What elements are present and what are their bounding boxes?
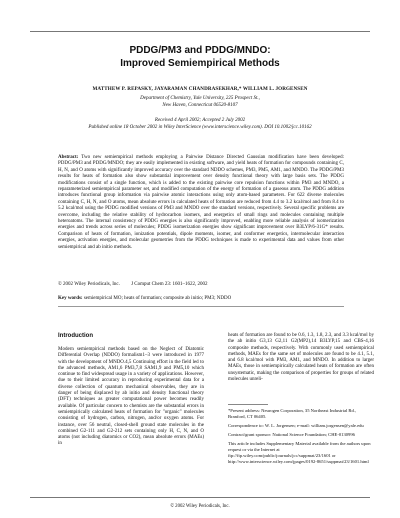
section-rule (58, 306, 344, 307)
author-list: MATTHEW P. REPASKY, JAYARAMAN CHANDRASEKHAR,* WILLIAM L. JORGENSEN (92, 86, 308, 92)
footnote-supplementary: This article includes Supplementary Material available from the authors upon request or via the Internet at ftp://ftp.wiley.com/public/journals/jcc/suppmat/23/1601 or http://www.interscience.wiley.com/jpages/0192-8651/suppmat/23/1601.html (228, 441, 371, 464)
abstract-label: Abstract: (58, 155, 79, 160)
footnote-correspondence: Correspondence to: W. L. Jorgensen; e-mail: william.jorgensen@yale.edu (228, 423, 364, 428)
affiliation-line-2: New Haven, Connecticut 06520-8107 (162, 103, 238, 108)
keywords-text: semiempirical MO; heats of formation; composite ab initio; PM3; NDDO (83, 296, 232, 301)
journal-reference: J Comput Chem 23: 1601–1622, 2002 (131, 282, 208, 287)
footnotes (228, 404, 374, 468)
page-footer: © 2002 Wiley Periodicals, Inc. (170, 504, 230, 509)
received-date: Received 4 April 2002; Accepted 2 July 2002 (154, 118, 246, 123)
footnote-grant: Contract/grant sponsor: National Science Foundation; CHE-0130996 (228, 432, 355, 437)
title-line-1: PDDG/PM3 and PDDG/MNDO: (129, 45, 271, 56)
bottom-rule (30, 497, 370, 498)
affiliation (20, 95, 380, 109)
abstract (58, 155, 344, 251)
copyright-line (58, 282, 344, 288)
paper-title (20, 44, 380, 70)
introduction-column-right: heats of formation are found to be 0.6, 1.3, 1.8, 2.3, and 3.3 kcal/mol by the ab initio G3,13 G2,11 G2(MP2),14 B3LYP,15 and CBS-4,16 composite methods, respectively. With commonly used semiempirical methods, MAEs for the same set of molecules are found to be 4.1, 5.1, and 6.8 kcal/mol with PM3, AM1, and MNDO. In addition to larger MAEs, those in semiempirically calculated heats of formation are often unsystematic, making the comparison of properties for groups of related molecules unreli- (228, 333, 374, 383)
publication-dates (20, 117, 380, 131)
copyright-text: © 2002 Wiley Periodicals, Inc. (58, 282, 120, 287)
introduction-heading: Introduction (58, 333, 93, 339)
introduction-column-left: Modern semiempirical methods based on the Neglect of Diatomic Differential Overlap (NDDO) formalism1–3 were introduced in 1977 with the development of MNDO.4,5 Continuing effort in the field led to the advanced methods, AM1,6 PM3,7,8 SAM1,9 and PM5,10 which continue to find widespread usage in a variety of applications. However, due to their limited accuracy in reproducing experimental data for a diverse collection of quantum mechanical observables, they are in danger of being displaced by ab initio and density functional theory (DFT) techniques as greater computational power becomes readily available. Of particular concern to chemists are the substantial errors in semiempirically calculated heats of formation for "organic" molecules consisting of hydrogen, carbon, nitrogen, and/or oxygen atoms. For instance, over 56 neutral, closed-shell ground state molecules in the combined G2-111 and G2-212 sets containing only H, C, N, and O atoms (not including diatomics or CO2), mean absolute errors (MAEs) in (58, 347, 204, 447)
footnote-present-address: *Present address: Neurogen Corporation, 35 Northeast Industrial Rd., Branford, CT 06405. (228, 408, 357, 419)
title-line-2: Improved Semiempirical Methods (120, 58, 280, 69)
published-online: Published online 18 October 2002 in Wiley InterScience (www.interscience.wiley.com). DOI 10.1002/jcc.10162 (88, 125, 312, 130)
keywords (58, 296, 344, 301)
footnote-separator (228, 404, 268, 405)
abstract-text: Two new semiempirical methods employing a Pairwise Distance Directed Gaussian modification have been developed: PDDG/PM3 and PDDG/MNDO; they are easily implemented in existing software, and yield heats of formation for compounds containing C, H, N, and O atoms with significantly improved accuracy over the standard NDDO schemes, PM3, PM5, AM1, and MNDO. The PDDG/PM3 results for heats of formation also show substantial improvement over density functional theory with large basis sets. The PDDG modifications consist of a single function, which is added to the existing pairwise core repulsion functions within PM3 and MNDO, a reparameterized semiempirical parameter set, and modified computation of the energy of formation of a gaseous atom. The PDDG addition introduces functional group information via pairwise atomic interactions using only atom-based parameters. For 622 diverse molecules containing C, H, N, and O atoms, mean absolute errors in calculated heats of formation are reduced from 4.4 to 3.2 kcal/mol and from 8.4 to 5.2 kcal/mol using the PDDG modified versions of PM3 and MNDO over the standard versions, respectively. Several specific problems are overcome, including the relative stability of hydrocarbon isomers, and energetics of small rings and molecules containing multiple heteroatoms. The internal consistency of PDDG energies is also significantly improved, enabling more reliable analysis of isomerization energies and trends across series of molecules; PDDG isomerization energies show significant improvement over B3LYP/6-31G* results. Comparison of heats of formation, ionization potentials, dipole moments, isomer, and conformer energetics, intermolecular interaction energies, activation energies, and molecular geometries from the PDDG techniques is made to experimental data and values from other semiempirical and ab initio methods. (58, 155, 344, 250)
top-rule (30, 31, 370, 32)
keywords-label: Key words: (58, 296, 83, 301)
affiliation-line-1: Department of Chemistry, Yale University, 225 Prospect St., (140, 96, 260, 101)
